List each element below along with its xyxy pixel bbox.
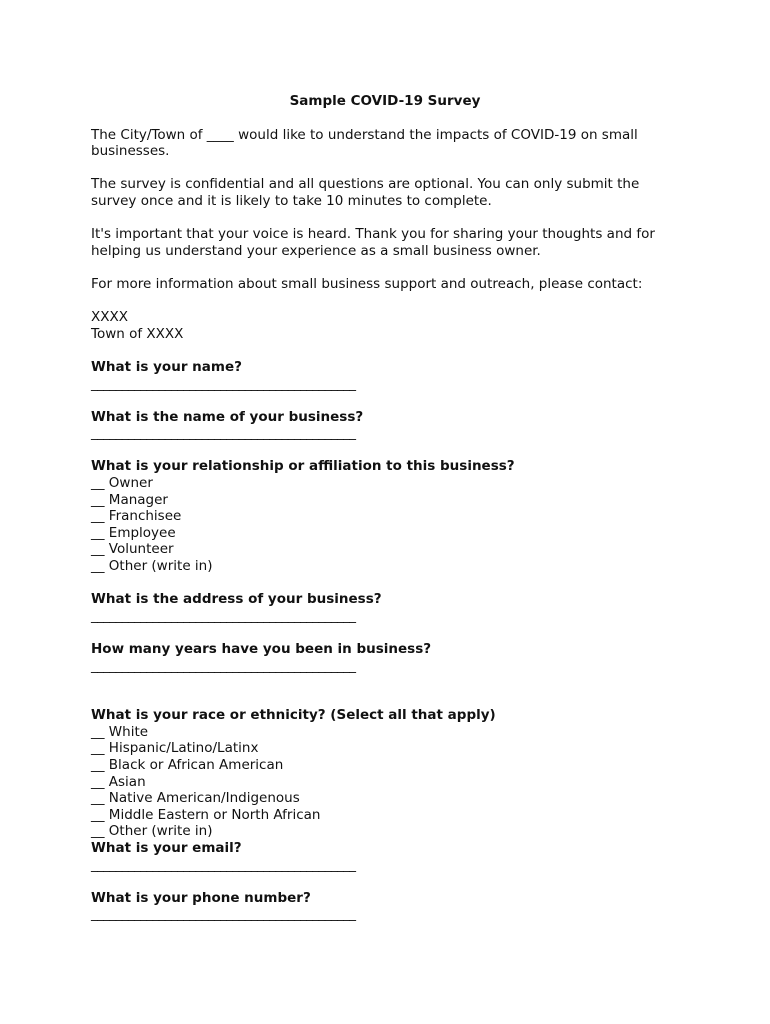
option-hispanic[interactable]: __ Hispanic/Latino/Latinx (91, 740, 259, 757)
intro-line: helping us understand your experience as a small business owner. (91, 242, 541, 259)
option-manager[interactable]: __ Manager (91, 491, 168, 508)
answer-blank-years[interactable]: ___________________________________________ (91, 657, 356, 674)
intro-line: survey once and it is likely to take 10 minutes to complete. (91, 192, 492, 209)
answer-blank-name[interactable]: ___________________________________________ (91, 375, 356, 392)
option-franchisee[interactable]: __ Franchisee (91, 508, 182, 525)
question-email (91, 840, 691, 873)
option-other[interactable]: __ Other (write in) (91, 558, 213, 575)
option-black[interactable]: __ Black or African American (91, 756, 284, 773)
document-title: Sample COVID-19 Survey (289, 93, 481, 109)
answer-blank-business-name[interactable]: ___________________________________________ (91, 425, 356, 442)
intro-line: For more information about small business support and outreach, please contact: (91, 275, 643, 292)
question-race (91, 707, 691, 840)
intro-paragraph-2 (91, 176, 691, 209)
contact-town: Town of XXXX (91, 325, 184, 342)
intro-paragraph-4 (91, 276, 691, 293)
question-phone (91, 890, 691, 923)
option-asian[interactable]: __ Asian (91, 773, 146, 790)
option-other-race[interactable]: __ Other (write in) (91, 823, 213, 840)
intro-line: businesses. (91, 143, 170, 160)
option-volunteer[interactable]: __ Volunteer (91, 541, 174, 558)
question-address (91, 591, 691, 624)
intro-line: The City/Town of ____ would like to understand the impacts of COVID-19 on small (91, 126, 638, 143)
question-label: What is your email? (91, 839, 242, 856)
question-label: What is the name of your business? (91, 408, 364, 425)
option-employee[interactable]: __ Employee (91, 524, 176, 541)
answer-blank-address[interactable]: ___________________________________________ (91, 607, 356, 624)
question-label: How many years have you been in business? (91, 641, 432, 657)
question-years (91, 641, 691, 674)
question-label: What is the address of your business? (91, 591, 382, 608)
answer-blank-phone[interactable]: ___________________________________________ (91, 906, 356, 923)
contact-block (91, 309, 691, 342)
answer-blank-email[interactable]: ___________________________________________ (91, 856, 356, 873)
intro-paragraph-3 (91, 226, 691, 259)
option-owner[interactable]: __ Owner (91, 475, 153, 492)
question-name (91, 359, 691, 392)
intro-line: The survey is confidential and all questions are optional. You can only submit the (91, 176, 640, 193)
option-native-american[interactable]: __ Native American/Indigenous (91, 790, 300, 807)
option-white[interactable]: __ White (91, 723, 149, 740)
question-label: What is your name? (91, 358, 242, 375)
contact-name: XXXX (91, 309, 128, 326)
question-label: What is your race or ethnicity? (Select all that apply) (91, 707, 496, 724)
question-business-name (91, 409, 691, 442)
survey-document (91, 92, 691, 940)
intro-line: It's important that your voice is heard. Thank you for sharing your thoughts and for (91, 226, 655, 243)
option-middle-eastern[interactable]: __ Middle Eastern or North African (91, 806, 321, 823)
intro-paragraph-1 (91, 127, 691, 160)
question-relationship (91, 458, 691, 574)
question-label: What is your relationship or affiliation to this business? (91, 458, 515, 475)
question-label: What is your phone number? (91, 889, 311, 906)
